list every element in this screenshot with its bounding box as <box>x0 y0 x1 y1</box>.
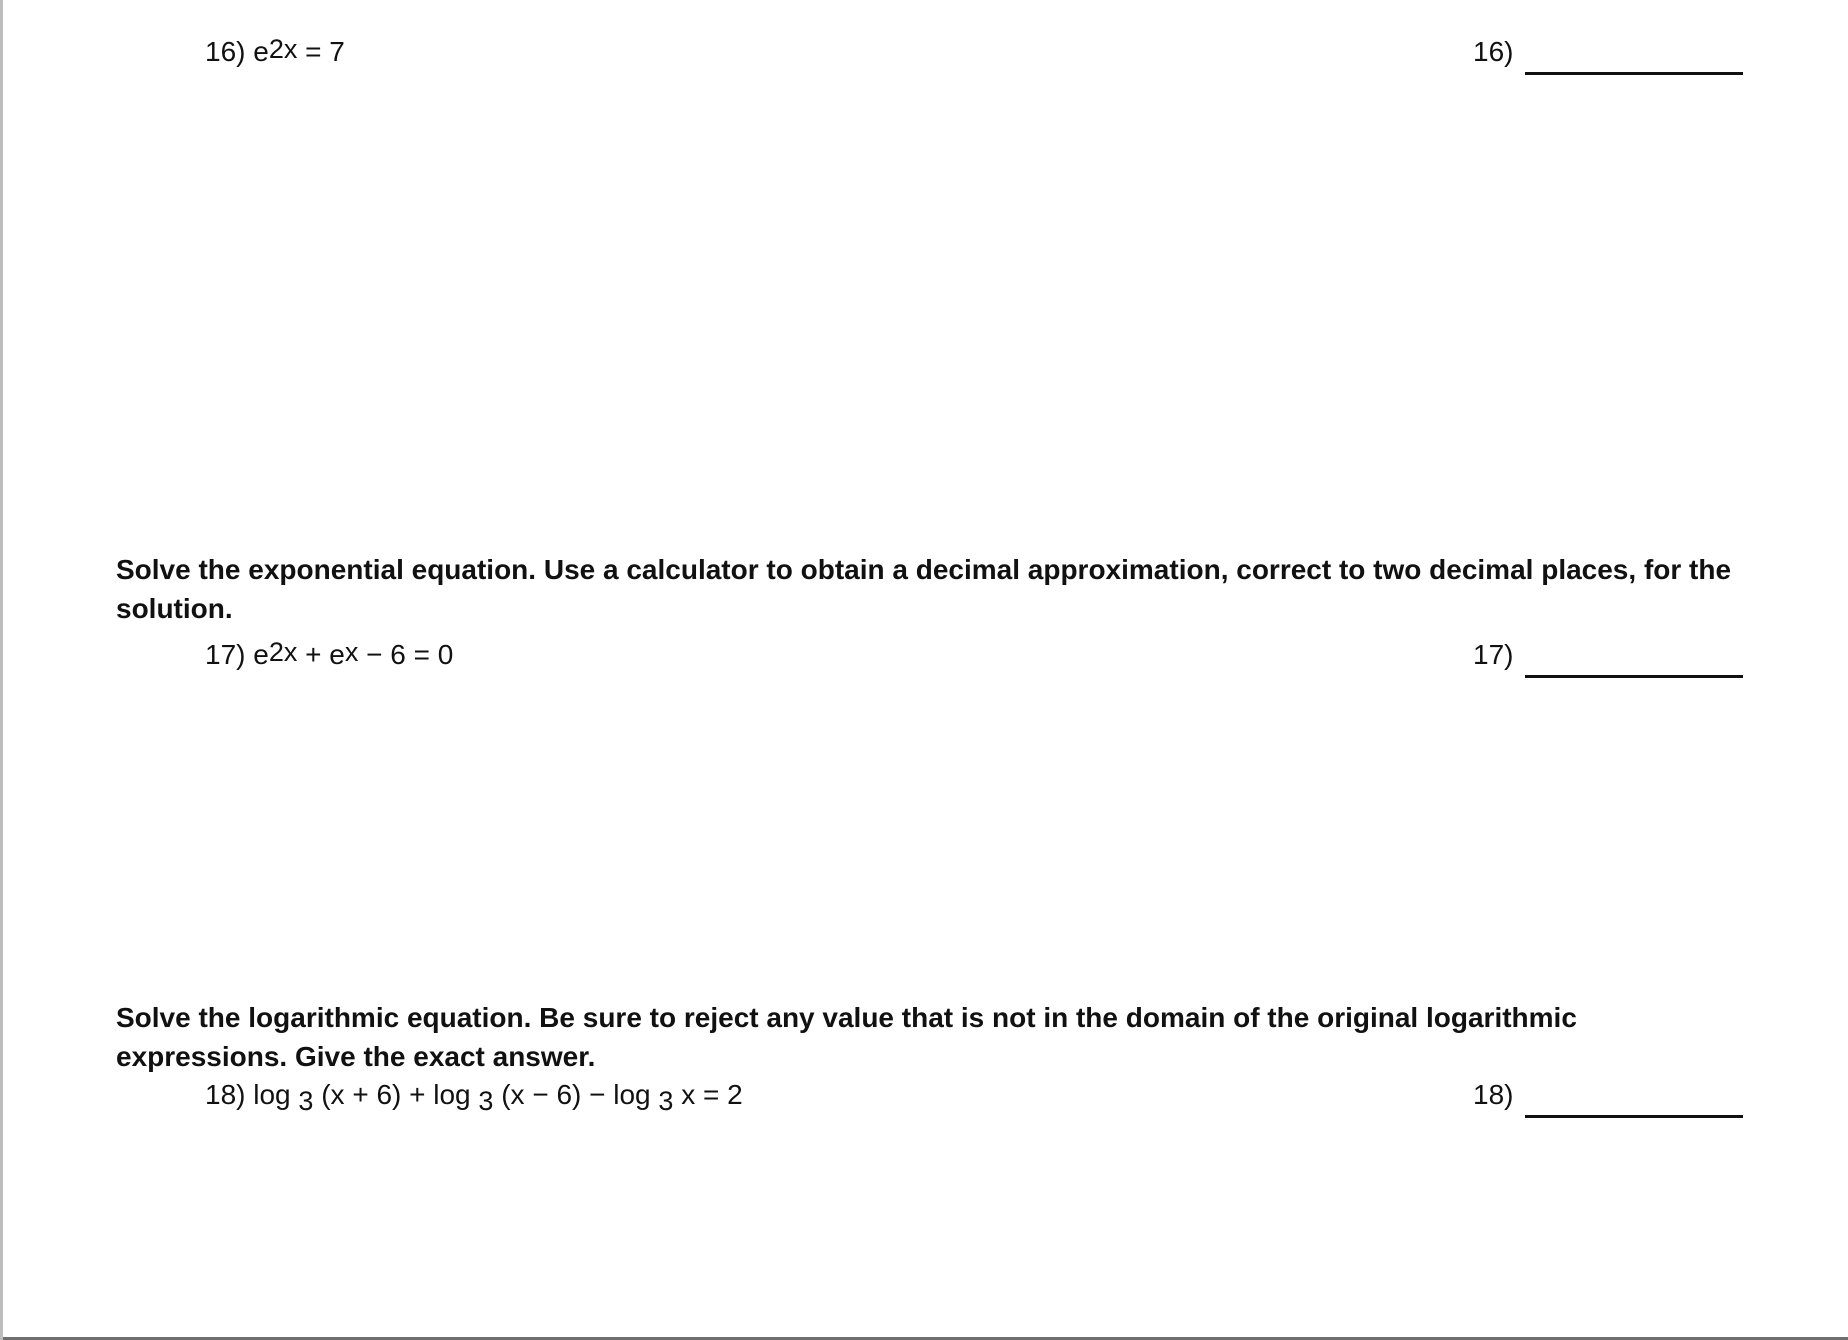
problem-18-number: 18) <box>205 1079 246 1110</box>
problem-17-exponent-1: 2x <box>268 637 298 667</box>
answer-label-16: 16) <box>1473 36 1514 67</box>
problem-17-number: 17) <box>205 639 246 670</box>
answer-blank-16[interactable] <box>1525 72 1743 75</box>
instruction-exponential: Solve the exponential equation. Use a calculator to obtain a decimal approximation, correct to two decimal places, for the solution. <box>116 554 1732 624</box>
problem-18-rest: x = 2 <box>673 1079 743 1110</box>
problem-18-base-2: 3 <box>478 1086 494 1116</box>
problem-16-number: 16) <box>205 36 246 67</box>
problem-18-log: log <box>253 1079 291 1110</box>
problem-17-mid: + e <box>297 639 345 670</box>
problem-16-rest: = 7 <box>297 36 345 67</box>
problem-18 <box>205 1078 743 1116</box>
problem-18-arg-2: (x − 6) − log <box>493 1079 651 1110</box>
answer-label-17: 17) <box>1473 639 1514 670</box>
answer-blank-18[interactable] <box>1525 1115 1743 1118</box>
problem-18-base-3: 3 <box>658 1086 674 1116</box>
problem-16 <box>205 35 345 69</box>
problem-18-arg-1: (x + 6) + log <box>313 1079 471 1110</box>
problem-17-base: e <box>253 639 269 670</box>
problem-17 <box>205 638 453 672</box>
problem-16-exponent: 2x <box>268 34 298 64</box>
answer-blank-17[interactable] <box>1525 675 1743 678</box>
instruction-logarithmic: Solve the logarithmic equation. Be sure to reject any value that is not in the domain of the original logarithmic expressions. Give the exact answer. <box>116 1002 1577 1072</box>
problem-16-base: e <box>253 36 269 67</box>
answer-label-18: 18) <box>1473 1079 1514 1110</box>
problem-17-rest: − 6 = 0 <box>358 639 454 670</box>
problem-18-base-1: 3 <box>298 1086 314 1116</box>
problem-17-exponent-2: x <box>344 637 359 667</box>
